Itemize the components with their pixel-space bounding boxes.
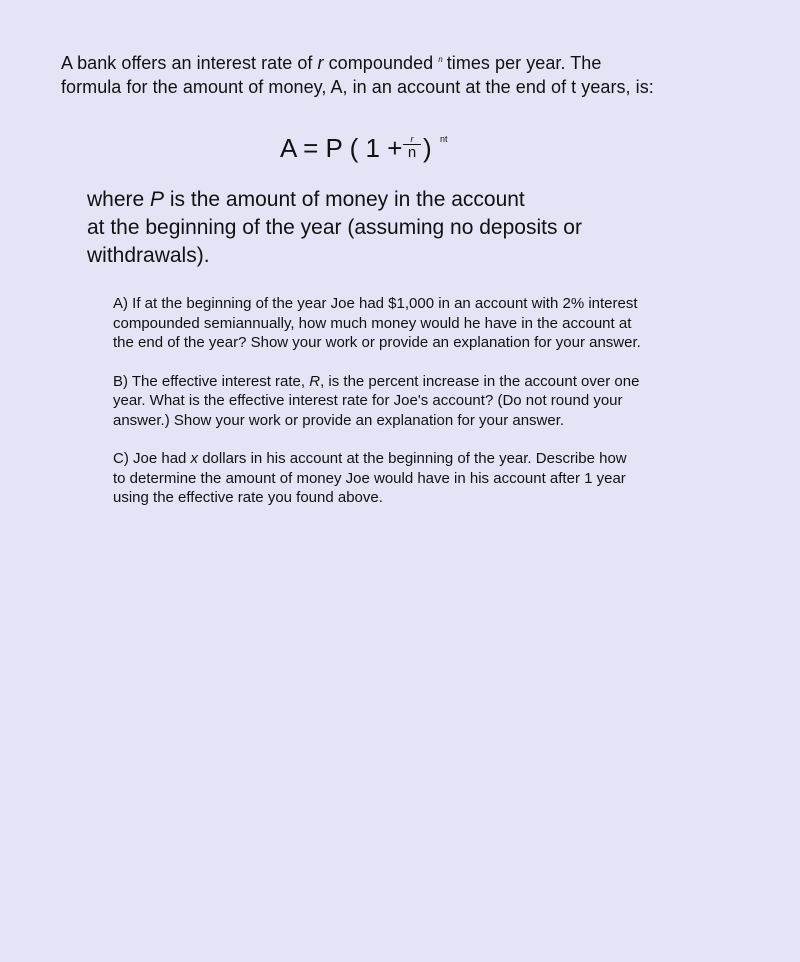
- intro-line-2: formula for the amount of money, A, in an account at the end of t years, is:: [61, 77, 654, 97]
- question-a: [113, 294, 753, 353]
- variable-p: P: [150, 188, 165, 211]
- question-c-line-2: to determine the amount of money Joe would have in his account after 1 year: [113, 469, 626, 487]
- questions-list: [113, 294, 753, 527]
- question-b-line-1: [113, 372, 753, 392]
- question-c-line-1: [113, 449, 753, 469]
- question-a-line-1: A) If at the beginning of the year Joe had $1,000 in an account with 2% interest: [113, 295, 638, 312]
- question-c-text: dollars in his account at the beginning of the year. Describe how: [198, 450, 627, 467]
- question-b-line-2: year. What is the effective interest rate for Joe's account? (Do not round your: [113, 392, 623, 409]
- question-a-line-3: the end of the year? Show your work or provide an explanation for your answer.: [113, 334, 641, 351]
- question-b: [113, 372, 753, 431]
- where-line-1: [87, 186, 687, 214]
- fraction-denominator: n: [407, 144, 417, 161]
- intro-text: compounded: [323, 53, 434, 73]
- formula-close-paren: ): [423, 133, 432, 163]
- question-b-text: B) The effective interest rate,: [113, 372, 310, 390]
- variable-n: n: [438, 55, 443, 64]
- where-line-3: withdrawals).: [87, 244, 210, 267]
- formula-exponent: nt: [440, 134, 448, 144]
- fraction-numerator: r: [403, 134, 421, 145]
- compound-interest-formula: [280, 132, 480, 172]
- question-b-line-3: answer.) Show your work or provide an explanation for your answer.: [113, 411, 565, 429]
- intro-text: A bank offers an interest rate of: [61, 53, 318, 73]
- intro-paragraph: [61, 48, 761, 99]
- question-c-line-3: using the effective rate you found above.: [113, 489, 383, 506]
- intro-text: times per year. The: [446, 53, 602, 73]
- variable-x: x: [190, 450, 199, 467]
- formula-fraction: [403, 134, 421, 160]
- variable-R: R: [309, 372, 321, 390]
- where-text: where: [87, 188, 151, 211]
- question-c: [113, 449, 753, 508]
- where-text: is the amount of money in the account: [164, 188, 525, 211]
- intro-line-1: [61, 48, 761, 75]
- where-line-2: at the beginning of the year (assuming no deposits or: [87, 216, 582, 239]
- question-b-text: , is the percent increase in the account over one: [320, 372, 640, 390]
- question-c-text: C) Joe had: [113, 450, 191, 467]
- variable-r: r: [317, 53, 324, 73]
- question-a-line-2: compounded semiannually, how much money would he have in the account at: [113, 314, 632, 332]
- formula-lhs: A = P ( 1 +: [280, 133, 403, 163]
- where-paragraph: [87, 186, 687, 270]
